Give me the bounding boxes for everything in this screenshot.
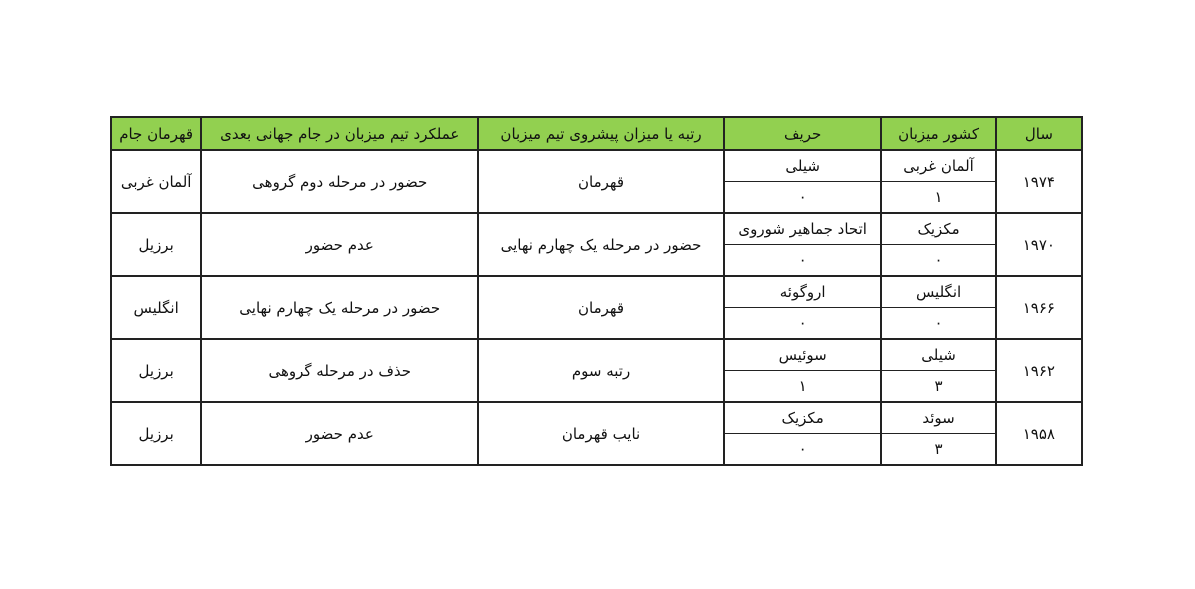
- host-score-cell: ۳: [881, 371, 995, 403]
- year-cell: ۱۹۷۴: [996, 150, 1082, 213]
- host-rank-cell: قهرمان: [478, 276, 724, 339]
- host-country-cell: شیلی: [881, 339, 995, 371]
- header-next-cup-performance: عملکرد تیم میزبان در جام جهانی بعدی: [201, 117, 478, 150]
- year-cell: ۱۹۷۰: [996, 213, 1082, 276]
- host-country-cell: سوئد: [881, 402, 995, 434]
- host-score-cell: ۰: [881, 245, 995, 277]
- host-score-cell: ۳: [881, 434, 995, 466]
- opponent-score-cell: ۰: [724, 434, 881, 466]
- opponent-score-cell: ۰: [724, 308, 881, 340]
- table-row: [111, 276, 1082, 308]
- header-row: [111, 117, 1082, 150]
- next-performance-cell: حضور در مرحله دوم گروهی: [201, 150, 478, 213]
- next-performance-cell: عدم حضور: [201, 213, 478, 276]
- next-performance-cell: حذف در مرحله گروهی: [201, 339, 478, 402]
- host-rank-cell: قهرمان: [478, 150, 724, 213]
- host-country-cell: آلمان غربی: [881, 150, 995, 182]
- champion-cell: برزیل: [111, 213, 201, 276]
- champion-cell: آلمان غربی: [111, 150, 201, 213]
- host-rank-cell: نایب قهرمان: [478, 402, 724, 465]
- host-score-cell: ۰: [881, 308, 995, 340]
- world-cup-host-table: [110, 116, 1083, 466]
- header-host-country: کشور میزبان: [881, 117, 995, 150]
- year-cell: ۱۹۶۲: [996, 339, 1082, 402]
- opponent-cell: اروگوئه: [724, 276, 881, 308]
- table-row: [111, 402, 1082, 434]
- champion-cell: برزیل: [111, 402, 201, 465]
- year-cell: ۱۹۵۸: [996, 402, 1082, 465]
- table-row: [111, 339, 1082, 371]
- opponent-cell: شیلی: [724, 150, 881, 182]
- opponent-score-cell: ۰: [724, 245, 881, 277]
- table-row: [111, 150, 1082, 182]
- host-score-cell: ۱: [881, 182, 995, 214]
- next-performance-cell: عدم حضور: [201, 402, 478, 465]
- host-country-cell: مکزیک: [881, 213, 995, 245]
- header-year: سال: [996, 117, 1082, 150]
- opponent-score-cell: ۰: [724, 182, 881, 214]
- table-row: [111, 213, 1082, 245]
- champion-cell: برزیل: [111, 339, 201, 402]
- host-rank-cell: رتبه سوم: [478, 339, 724, 402]
- header-opponent: حریف: [724, 117, 881, 150]
- year-cell: ۱۹۶۶: [996, 276, 1082, 339]
- header-host-rank: رتبه یا میزان پیشروی تیم میزبان: [478, 117, 724, 150]
- host-rank-cell: حضور در مرحله یک چهارم نهایی: [478, 213, 724, 276]
- opponent-cell: مکزیک: [724, 402, 881, 434]
- opponent-score-cell: ۱: [724, 371, 881, 403]
- header-champion: قهرمان جام: [111, 117, 201, 150]
- opponent-cell: سوئیس: [724, 339, 881, 371]
- host-country-cell: انگلیس: [881, 276, 995, 308]
- champion-cell: انگلیس: [111, 276, 201, 339]
- opponent-cell: اتحاد جماهیر شوروی: [724, 213, 881, 245]
- next-performance-cell: حضور در مرحله یک چهارم نهایی: [201, 276, 478, 339]
